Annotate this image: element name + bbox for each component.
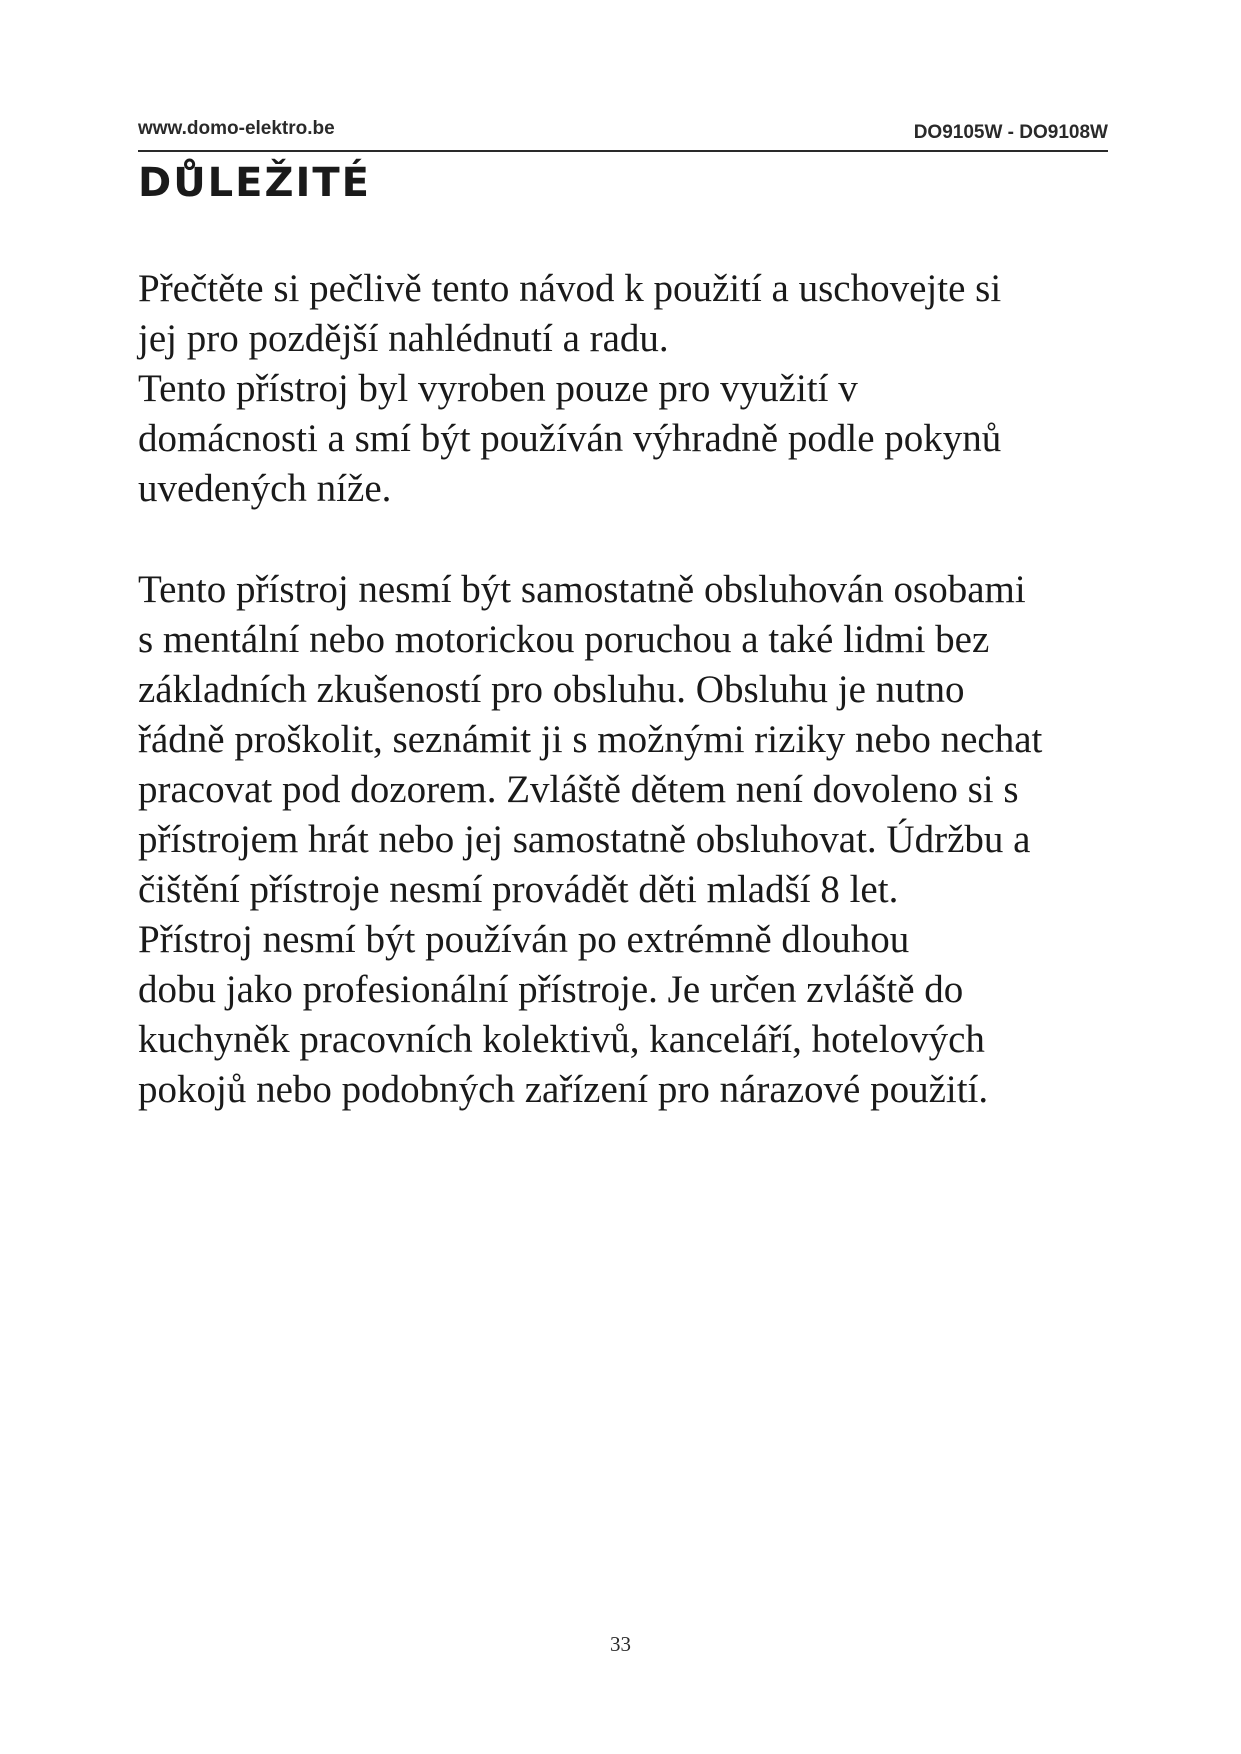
text-line: Tento přístroj byl vyroben pouze pro využití v: [138, 367, 858, 410]
page-title: DŮLEŽITÉ: [138, 160, 371, 206]
text-line: domácnosti a smí být používán výhradně podle pokynů: [138, 417, 1002, 460]
text-line: Tento přístroj nesmí být samostatně obsluhován osobami: [138, 568, 1026, 611]
text-line: čištění přístroje nesmí provádět děti mladší 8 let.: [138, 868, 899, 911]
text-line: Přístroj nesmí být používán po extrémně dlouhou: [138, 918, 910, 961]
text-line: základních zkušeností pro obsluhu. Obsluhu je nutno: [138, 668, 965, 711]
text-line: uvedených níže.: [138, 467, 392, 510]
website-url: www.domo-elektro.be: [138, 118, 335, 139]
header-divider: [138, 150, 1108, 152]
text-line: Přečtěte si pečlivě tento návod k použití a uschovejte si: [138, 267, 1002, 310]
model-numbers: DO9105W - DO9108W: [913, 122, 1108, 143]
text-line: dobu jako profesionální přístroje. Je určen zvláště do: [138, 968, 964, 1011]
text-line: přístrojem hrát nebo jej samostatně obsluhovat. Údržbu a: [138, 818, 1031, 861]
text-line: pracovat pod dozorem. Zvláště dětem není dovoleno si s: [138, 768, 1019, 811]
text-line: pokojů nebo podobných zařízení pro nárazové použití.: [138, 1068, 989, 1111]
text-line: kuchyněk pracovních kolektivů, kanceláří, hotelových: [138, 1018, 985, 1061]
page-header: [138, 118, 1108, 148]
paragraph-instructions: [138, 264, 1128, 514]
text-line: řádně proškolit, seznámit ji s možnými riziky nebo nechat: [138, 718, 1043, 761]
text-line: jej pro pozdější nahlédnutí a radu.: [138, 317, 669, 360]
text-line: s mentální nebo motorickou poruchou a také lidmi bez: [138, 618, 990, 661]
page-number: 33: [610, 1632, 631, 1656]
paragraph-safety: [138, 565, 1128, 1115]
